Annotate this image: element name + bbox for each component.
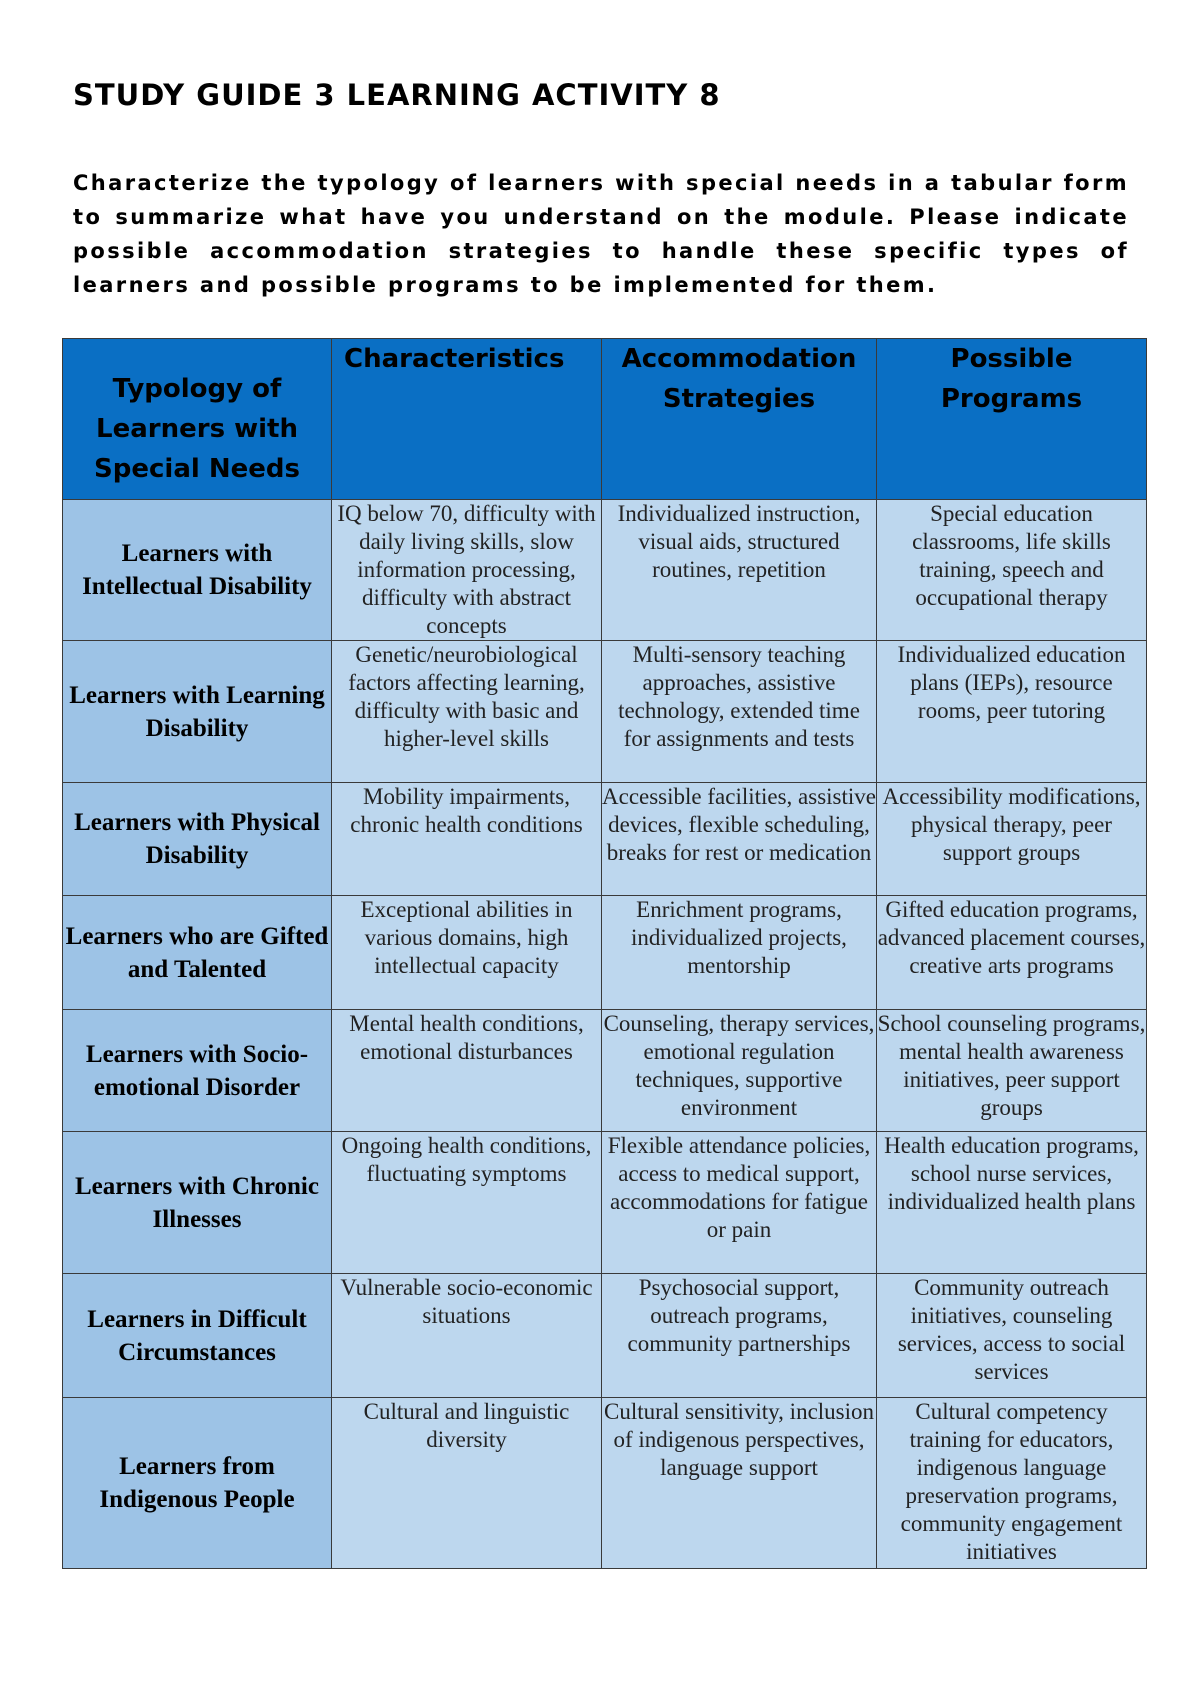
typology-cell: Learners with Chronic Illnesses	[63, 1132, 332, 1274]
typology-cell: Learners who are Gifted and Talented	[63, 896, 332, 1010]
programs-cell: Accessibility modifications, physical therapy, peer support groups	[877, 783, 1147, 896]
strategies-cell: Flexible attendance policies, access to medical support, accommodations for fatigue or pain	[602, 1132, 877, 1274]
strategies-cell: Enrichment programs, individualized projects, mentorship	[602, 896, 877, 1010]
table-row	[63, 1132, 1147, 1274]
characteristics-cell: Cultural and linguistic diversity	[332, 1398, 602, 1569]
learners-table	[62, 338, 1147, 1569]
characteristics-cell: Exceptional abilities in various domains, high intellectual capacity	[332, 896, 602, 1010]
table-row	[63, 1274, 1147, 1398]
header-strategies: Accommodation Strategies	[602, 339, 877, 500]
programs-cell: Individualized education plans (IEPs), resource rooms, peer tutoring	[877, 641, 1147, 783]
strategies-cell: Psychosocial support, outreach programs, community partnerships	[602, 1274, 877, 1398]
strategies-cell: Individualized instruction, visual aids, structured routines, repetition	[602, 500, 877, 641]
strategies-cell: Multi-sensory teaching approaches, assistive technology, extended time for assignments and tests	[602, 641, 877, 783]
table-row	[63, 641, 1147, 783]
typology-cell: Learners with Physical Disability	[63, 783, 332, 896]
strategies-cell: Cultural sensitivity, inclusion of indigenous perspectives, language support	[602, 1398, 877, 1569]
typology-cell: Learners with Learning Disability	[63, 641, 332, 783]
characteristics-cell: Ongoing health conditions, fluctuating symptoms	[332, 1132, 602, 1274]
programs-cell: Community outreach initiatives, counseling services, access to social services	[877, 1274, 1147, 1398]
programs-cell: School counseling programs, mental health awareness initiatives, peer support groups	[877, 1010, 1147, 1132]
characteristics-cell: Vulnerable socio-economic situations	[332, 1274, 602, 1398]
header-programs: Possible Programs	[877, 339, 1147, 500]
typology-cell: Learners with Socio-emotional Disorder	[63, 1010, 332, 1132]
programs-cell: Special education classrooms, life skills training, speech and occupational therapy	[877, 500, 1147, 641]
instructions-paragraph: Characterize the typology of learners with special needs in a tabular form to summarize what have you understand on the module. Please indicate possible accommodation strategies to handle these specific types of learners and possible programs to be implemented for them.	[73, 171, 1129, 297]
header-characteristics: Characteristics	[332, 339, 602, 500]
strategies-cell: Counseling, therapy services, emotional regulation techniques, supportive environment	[602, 1010, 877, 1132]
page-title: STUDY GUIDE 3 LEARNING ACTIVITY 8	[73, 78, 721, 112]
table-row	[63, 1010, 1147, 1132]
characteristics-cell: Genetic/neurobiological factors affecting learning, difficulty with basic and higher-level skills	[332, 641, 602, 783]
characteristics-cell: Mental health conditions, emotional disturbances	[332, 1010, 602, 1132]
header-typology: Typology of Learners with Special Needs	[63, 339, 332, 500]
typology-cell: Learners with Intellectual Disability	[63, 500, 332, 641]
typology-cell: Learners in Difficult Circumstances	[63, 1274, 332, 1398]
characteristics-cell: IQ below 70, difficulty with daily living skills, slow information processing, difficulty with abstract concepts	[332, 500, 602, 641]
characteristics-cell: Mobility impairments, chronic health conditions	[332, 783, 602, 896]
table-header-row	[63, 339, 1147, 500]
table-row	[63, 1398, 1147, 1569]
typology-cell: Learners from Indigenous People	[63, 1398, 332, 1569]
programs-cell: Gifted education programs, advanced placement courses, creative arts programs	[877, 896, 1147, 1010]
table-row	[63, 500, 1147, 641]
table-row	[63, 783, 1147, 896]
strategies-cell: Accessible facilities, assistive devices, flexible scheduling, breaks for rest or medication	[602, 783, 877, 896]
table-row	[63, 896, 1147, 1010]
programs-cell: Health education programs, school nurse services, individualized health plans	[877, 1132, 1147, 1274]
programs-cell: Cultural competency training for educators, indigenous language preservation programs, community engagement initiatives	[877, 1398, 1147, 1569]
